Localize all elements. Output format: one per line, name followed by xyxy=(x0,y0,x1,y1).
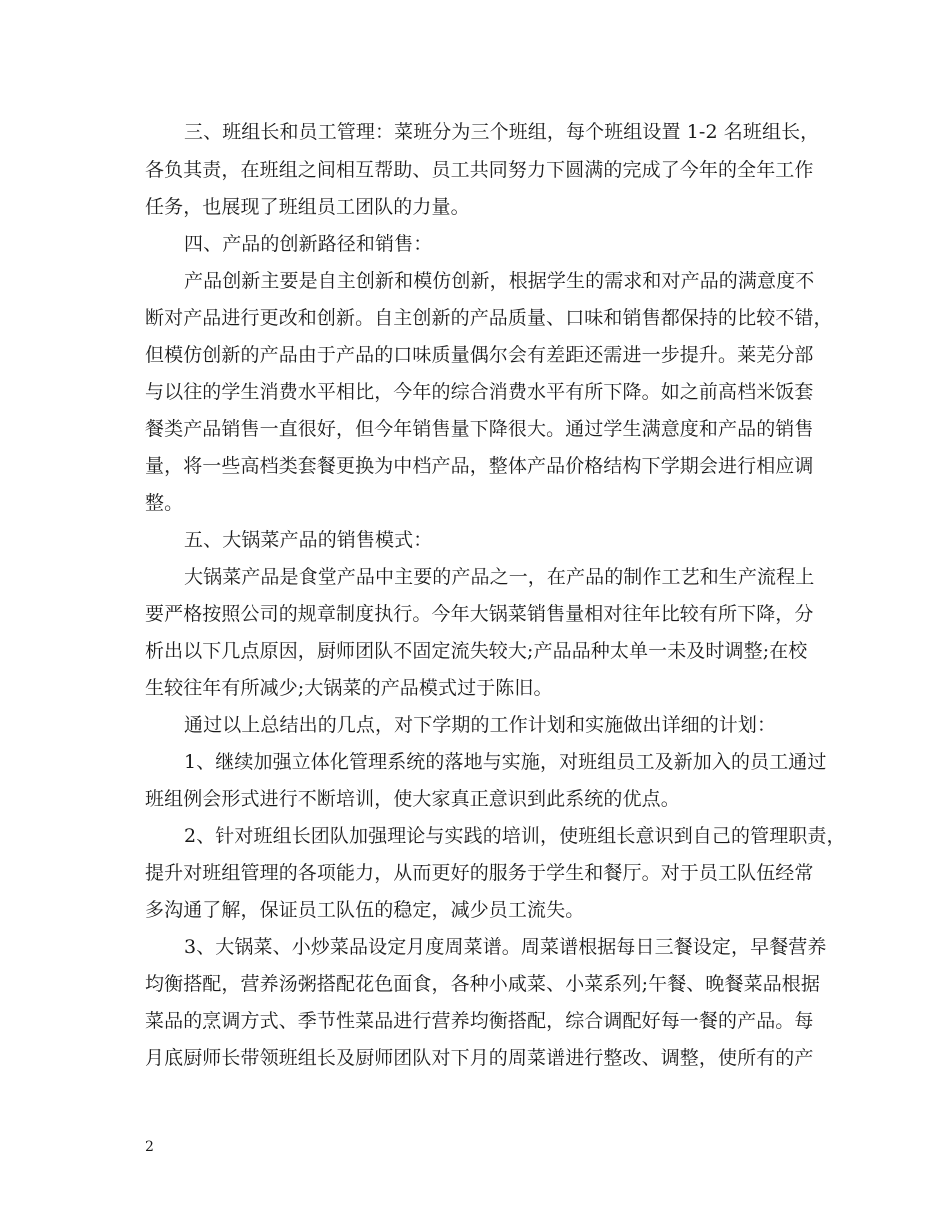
summary-intro-line: 通过以上总结出的几点，对下学期的工作计划和实施做出详细的计划： xyxy=(184,714,777,736)
body-line: 整。 xyxy=(145,492,184,514)
body-line: 班组例会形式进行不断培训，使大家真正意识到此系统的优点。 xyxy=(145,788,680,810)
body-line: 断对产品进行更改和创新。自主创新的产品质量、口味和销售都保持的比较不错， xyxy=(145,307,833,329)
body-line: 各负其责，在班组之间相互帮助、员工共同努力下圆满的完成了今年的全年工作 xyxy=(145,159,814,181)
body-line: 生较往年有所减少;大锅菜的产品模式过于陈旧。 xyxy=(145,677,553,699)
body-line: 量，将一些高档类套餐更换为中档产品，整体产品价格结构下学期会进行相应调 xyxy=(145,455,814,477)
section-4-heading: 四、产品的创新路径和销售： xyxy=(184,233,433,255)
body-line: 提升对班组管理的各项能力，从而更好的服务于学生和餐厅。对于员工队伍经常 xyxy=(145,862,814,884)
section-5-heading: 五、大锅菜产品的销售模式： xyxy=(184,529,433,551)
body-line: 析出以下几点原因，厨师团队不固定流失较大;产品品种太单一未及时调整;在校 xyxy=(145,640,808,662)
section-3-heading-line: 三、班组长和员工管理：菜班分为三个班组，每个班组设置 1-2 名班组长， xyxy=(184,121,820,143)
body-line: 产品创新主要是自主创新和模仿创新，根据学生的需求和对产品的满意度不 xyxy=(184,270,815,292)
page-number: 2 xyxy=(145,1139,154,1155)
body-line: 与以往的学生消费水平相比，今年的综合消费水平有所下降。如之前高档米饭套 xyxy=(145,381,814,403)
body-line: 月底厨师长带领班组长及厨师团队对下月的周菜谱进行整改、调整，使所有的产 xyxy=(145,1047,814,1069)
plan-item-1-line: 1、继续加强立体化管理系统的落地与实施，对班组员工及新加入的员工通过 xyxy=(184,751,827,773)
body-line: 任务，也展现了班组员工团队的力量。 xyxy=(145,196,470,218)
plan-item-2-line: 2、针对班组长团队加强理论与实践的培训，使班组长意识到自己的管理职责， xyxy=(184,825,846,847)
body-line: 均衡搭配，营养汤粥搭配花色面食，各种小咸菜、小菜系列;午餐、晚餐菜品根据 xyxy=(145,973,821,995)
plan-item-3-line: 3、大锅菜、小炒菜品设定月度周菜谱。周菜谱根据每日三餐设定，早餐营养 xyxy=(184,936,827,958)
body-line: 大锅菜产品是食堂产品中主要的产品之一，在产品的制作工艺和生产流程上 xyxy=(184,566,815,588)
body-line: 菜品的烹调方式、季节性菜品进行营养均衡搭配，综合调配好每一餐的产品。每 xyxy=(145,1010,814,1032)
body-line: 要严格按照公司的规章制度执行。今年大锅菜销售量相对往年比较有所下降，分 xyxy=(145,603,814,625)
body-line: 但模仿创新的产品由于产品的口味质量偶尔会有差距还需进一步提升。莱芜分部 xyxy=(145,344,814,366)
body-line: 多沟通了解，保证员工队伍的稳定，减少员工流失。 xyxy=(145,899,585,921)
body-line: 餐类产品销售一直很好，但今年销售量下降很大。通过学生满意度和产品的销售 xyxy=(145,418,814,440)
